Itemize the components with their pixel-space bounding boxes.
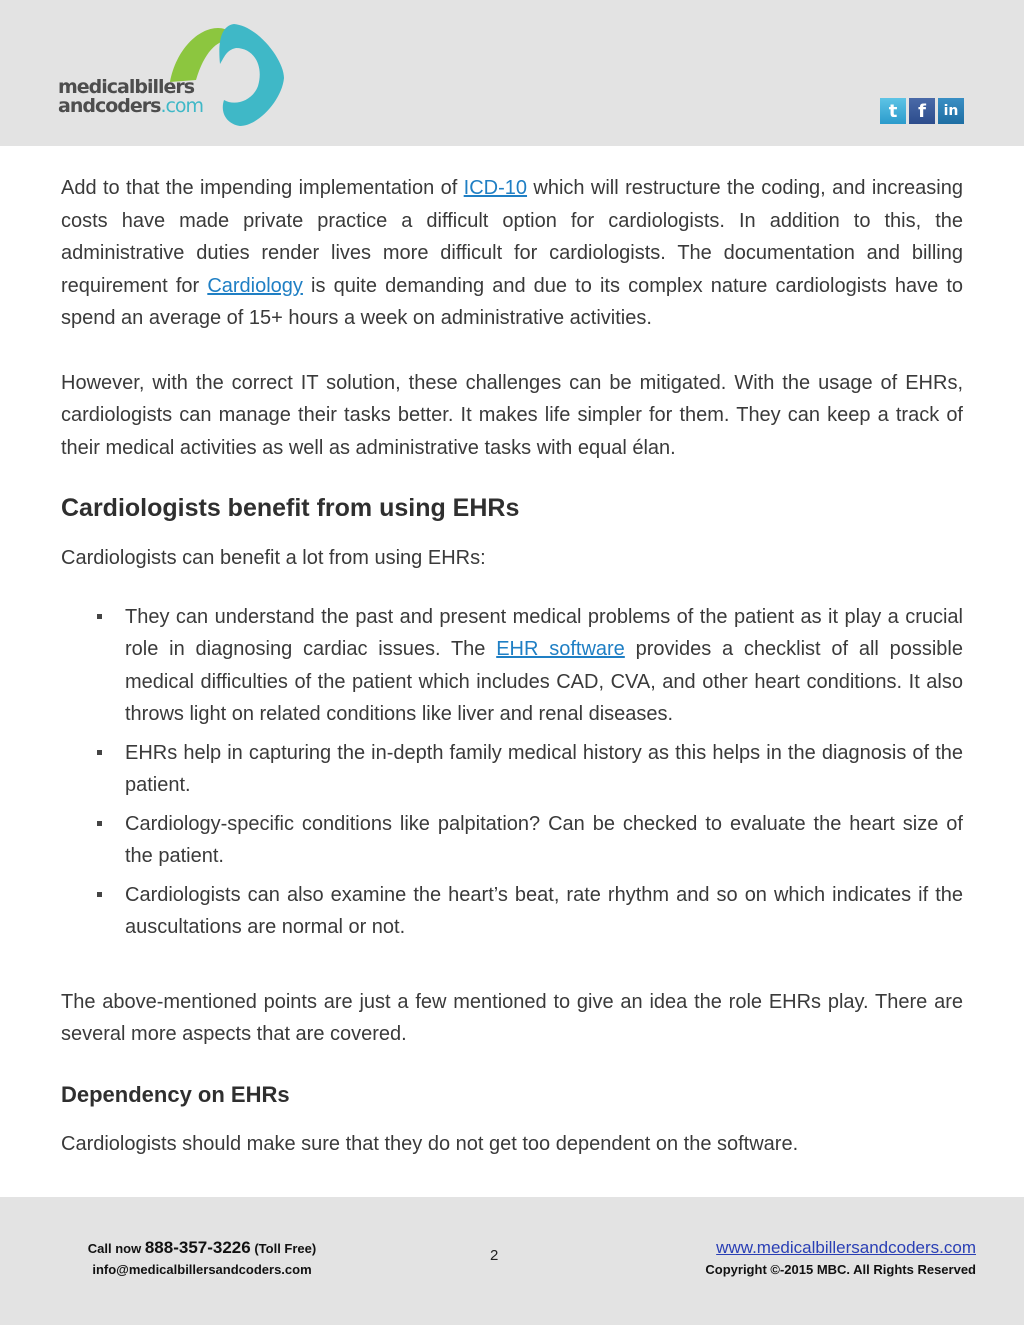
company-logo[interactable]	[58, 20, 290, 132]
bullet-icon	[97, 614, 102, 619]
benefits-list	[61, 601, 963, 944]
logo-line-1: medicalbillers	[58, 76, 195, 98]
text-run: They can understand the past and present medical problems of the patient as it play a crucial role in diagnosing cardiac issues. The	[125, 605, 963, 660]
list-item	[61, 808, 963, 873]
logo-tld: .com	[160, 95, 204, 117]
twitter-icon[interactable]: t	[880, 98, 906, 124]
text-run: EHRs help in capturing the in-depth family medical history as this helps in the diagnosis of the patient.	[125, 741, 963, 796]
call-label: Call now	[87, 1241, 145, 1256]
page-header	[0, 0, 1024, 146]
cardiology-link[interactable]: Cardiology	[207, 274, 303, 297]
logo-wordmark	[58, 78, 203, 116]
document-body	[61, 172, 963, 1160]
text-run: Add to that the impending implementation of	[61, 177, 464, 199]
paragraph-summary: The above-mentioned points are just a few mentioned to give an idea the role EHRs play. There are several more aspects that are covered.	[61, 990, 963, 1045]
list-item	[61, 879, 963, 944]
list-item	[61, 601, 963, 731]
website-link[interactable]: www.medicalbillersandcoders.com	[716, 1238, 976, 1257]
social-links	[880, 98, 964, 124]
ehr-software-link[interactable]: EHR software	[496, 638, 625, 660]
section-heading-dependency: Dependency on EHRs	[61, 1081, 290, 1107]
copyright-text: Copyright ©-2015 MBC. All Rights Reserved	[705, 1262, 976, 1277]
paragraph-it-solution: However, with the correct IT solution, these challenges can be mitigated. With the usage of EHRs, cardiologists can manage their tasks better. It makes life simpler for them. They can keep a track of their medical activities as well as administrative tasks with equal élan.	[61, 371, 963, 459]
text-run: which will restructure the coding, and increasing costs have made private practice a difficult option for cardiologists. In addition to this, the administrative duties render lives more difficult for cardiologists. The documentation and billing requirement for	[61, 177, 963, 297]
toll-free-label: (Toll Free)	[250, 1241, 317, 1256]
paragraph-intro: Cardiologists can benefit a lot from using EHRs:	[61, 547, 486, 569]
text-run: Cardiology-specific conditions like palpitation? Can be checked to evaluate the heart size of the patient.	[125, 812, 963, 867]
paragraph-icd10	[61, 172, 963, 335]
text-run: provides a checklist of all possible medical difficulties of the patient which includes CAD, CVA, and other heart conditions. It also throws light on related conditions like liver and renal diseases.	[125, 638, 963, 725]
list-item	[61, 737, 963, 802]
paragraph-dependency: Cardiologists should make sure that they do not get too dependent on the software.	[61, 1132, 799, 1155]
bullet-icon	[97, 892, 102, 897]
page-number: 2	[490, 1247, 499, 1264]
bullet-icon	[97, 750, 102, 755]
text-run: Cardiologists can also examine the heart’s beat, rate rhythm and so on which indicates if the auscultations are normal or not.	[125, 883, 963, 938]
section-heading-benefits: Cardiologists benefit from using EHRs	[61, 494, 520, 522]
bullet-icon	[97, 821, 102, 826]
text-run: is quite demanding and due to its complex nature cardiologists have to spend an average of 15+ hours a week on administrative activities.	[61, 274, 963, 329]
facebook-icon[interactable]: f	[909, 98, 935, 124]
logo-line-2: andcoders	[58, 95, 161, 117]
email-address[interactable]: info@medicalbillersandcoders.com	[92, 1262, 312, 1277]
phone-number[interactable]: 888-357-3226	[144, 1238, 251, 1257]
contact-info	[82, 1237, 322, 1280]
icd10-link[interactable]: ICD-10	[463, 177, 528, 199]
site-info	[705, 1237, 976, 1280]
linkedin-icon[interactable]: in	[938, 98, 964, 124]
page-footer	[0, 1197, 1024, 1325]
